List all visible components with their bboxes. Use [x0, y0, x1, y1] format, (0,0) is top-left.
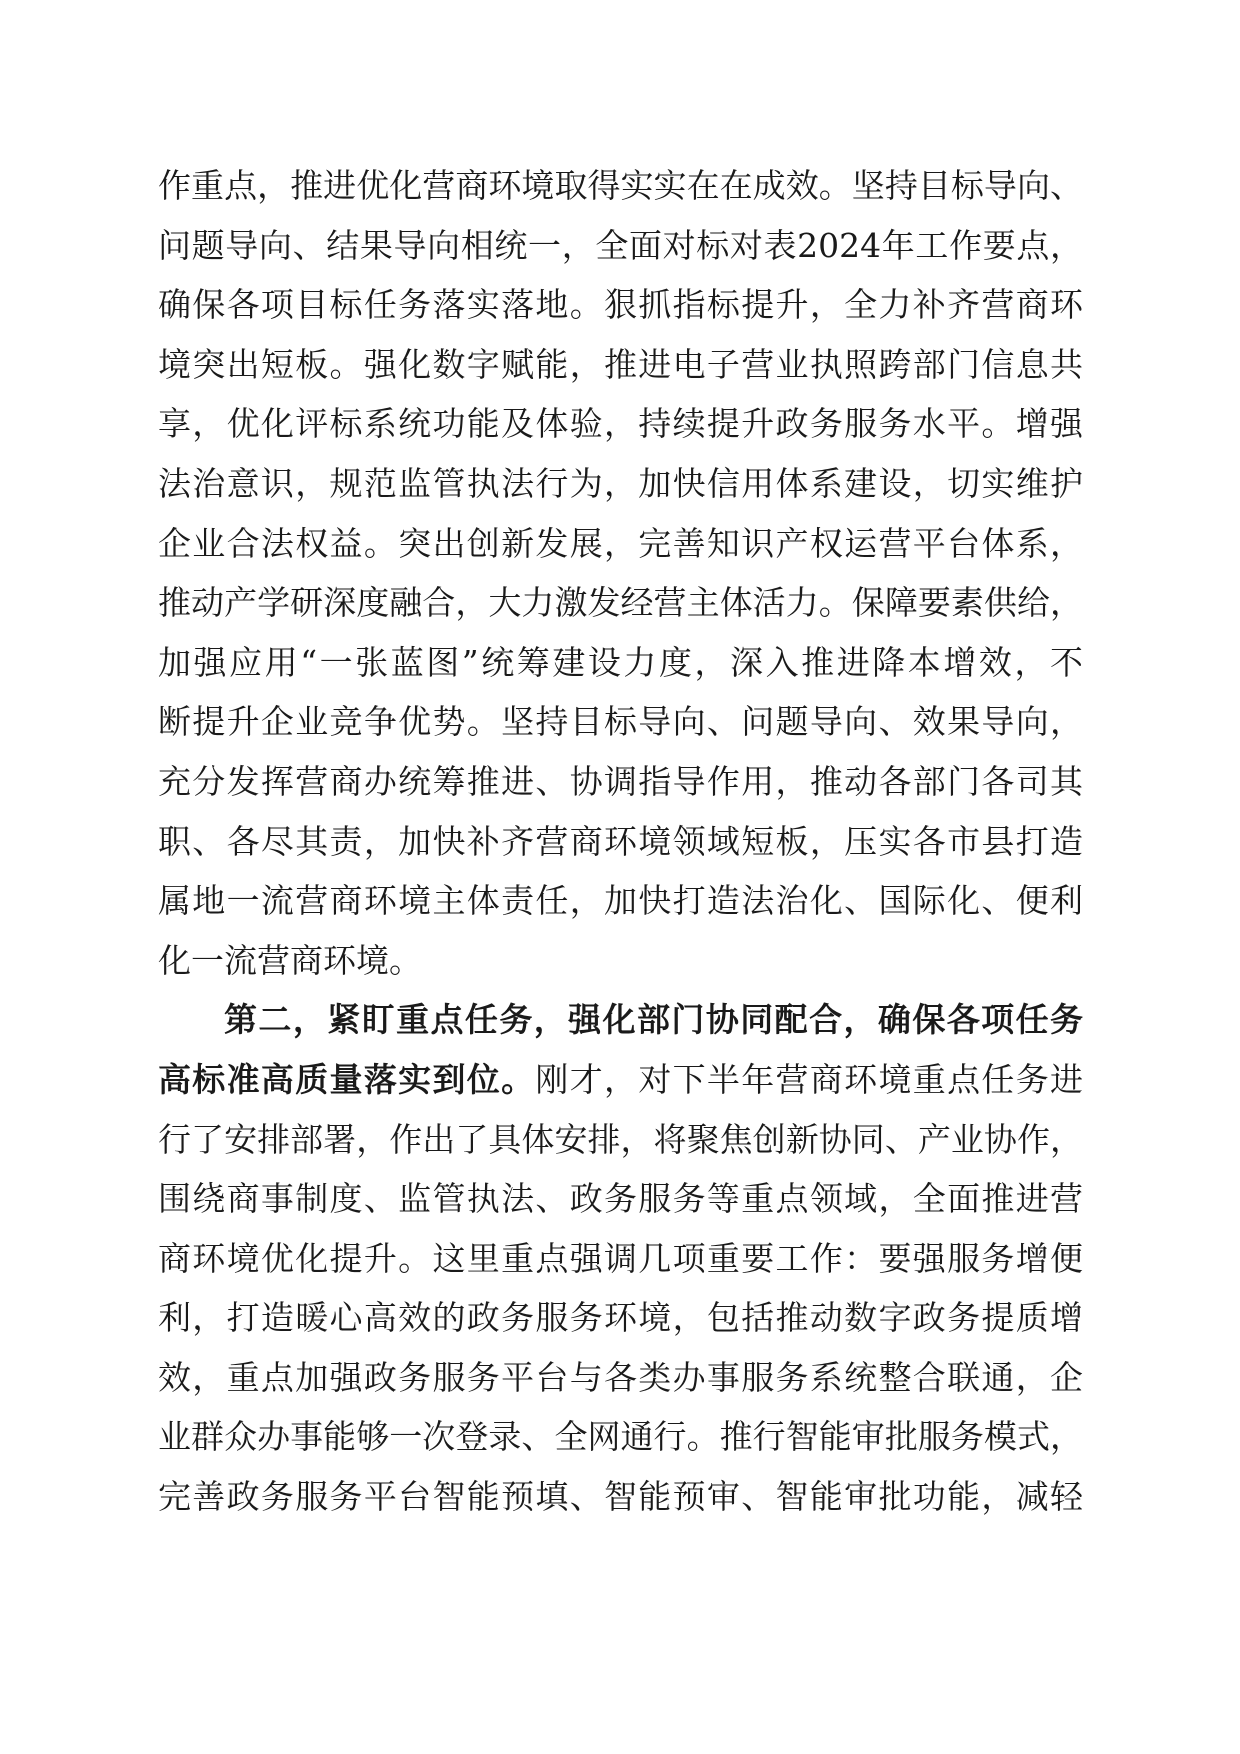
paragraph-1 [158, 156, 1083, 990]
paragraph-2 [158, 990, 1083, 1526]
text-line: 推动产学研深度融合，大力激发经营主体活力。保障要素供给， [158, 583, 1083, 623]
text-line: 确保各项目标任务落实落地。狠抓指标提升，全力补齐营商环 [158, 285, 1083, 325]
text-line: 属地一流营商环境主体责任，加快打造法治化、国际化、便利 [158, 881, 1083, 921]
text-line: 利，打造暖心高效的政务服务环境，包括推动数字政务提质增 [158, 1298, 1083, 1338]
text-line: 围绕商事制度、监管执法、政务服务等重点领域，全面推进营 [158, 1179, 1083, 1219]
text-line: 职、各尽其责，加快补齐营商环境领域短板，压实各市县打造 [158, 821, 1083, 861]
text-line: 企业合法权益。突出创新发展，完善知识产权运营平台体系， [158, 523, 1083, 563]
text-line: 享，优化评标系统功能及体验，持续提升政务服务水平。增强 [158, 404, 1083, 444]
section-heading-tail: 高标准高质量落实到位。 [158, 1059, 536, 1099]
text-line: 问题导向、结果导向相统一，全面对标对表2024年工作要点， [158, 225, 1083, 265]
text-line: 效，重点加强政务服务平台与各类办事服务系统整合联通，企 [158, 1357, 1083, 1397]
text-line-mixed [158, 1050, 1083, 1110]
text-line: 化一流营商环境。 [158, 940, 422, 980]
text-line: 法治意识，规范监管执法行为，加快信用体系建设，切实维护 [158, 463, 1083, 503]
text-run: 刚才，对下半年营商环境重点任务进 [535, 1059, 1084, 1099]
text-line: 商环境优化提升。这里重点强调几项重要工作：要强服务增便 [158, 1238, 1083, 1278]
text-line: 作重点，推进优化营商环境取得实实在在成效。坚持目标导向、 [158, 166, 1083, 205]
document-body [158, 156, 1083, 1527]
text-line: 断提升企业竞争优势。坚持目标导向、问题导向、效果导向， [158, 702, 1083, 742]
text-line: 加强应用“一张蓝图”统筹建设力度，深入推进降本增效，不 [158, 642, 1083, 682]
text-line: 境突出短板。强化数字赋能，推进电子营业执照跨部门信息共 [158, 344, 1083, 384]
text-line: 充分发挥营商办统筹推进、协调指导作用，推动各部门各司其 [158, 761, 1083, 801]
text-line: 完善政务服务平台智能预填、智能预审、智能审批功能，减轻 [158, 1477, 1083, 1517]
section-heading-line: 第二，紧盯重点任务，强化部门协同配合，确保各项任务 [224, 1000, 1083, 1040]
text-line: 业群众办事能够一次登录、全网通行。推行智能审批服务模式， [158, 1417, 1083, 1457]
text-line: 行了安排部署，作出了具体安排，将聚焦创新协同、产业协作， [158, 1119, 1083, 1159]
